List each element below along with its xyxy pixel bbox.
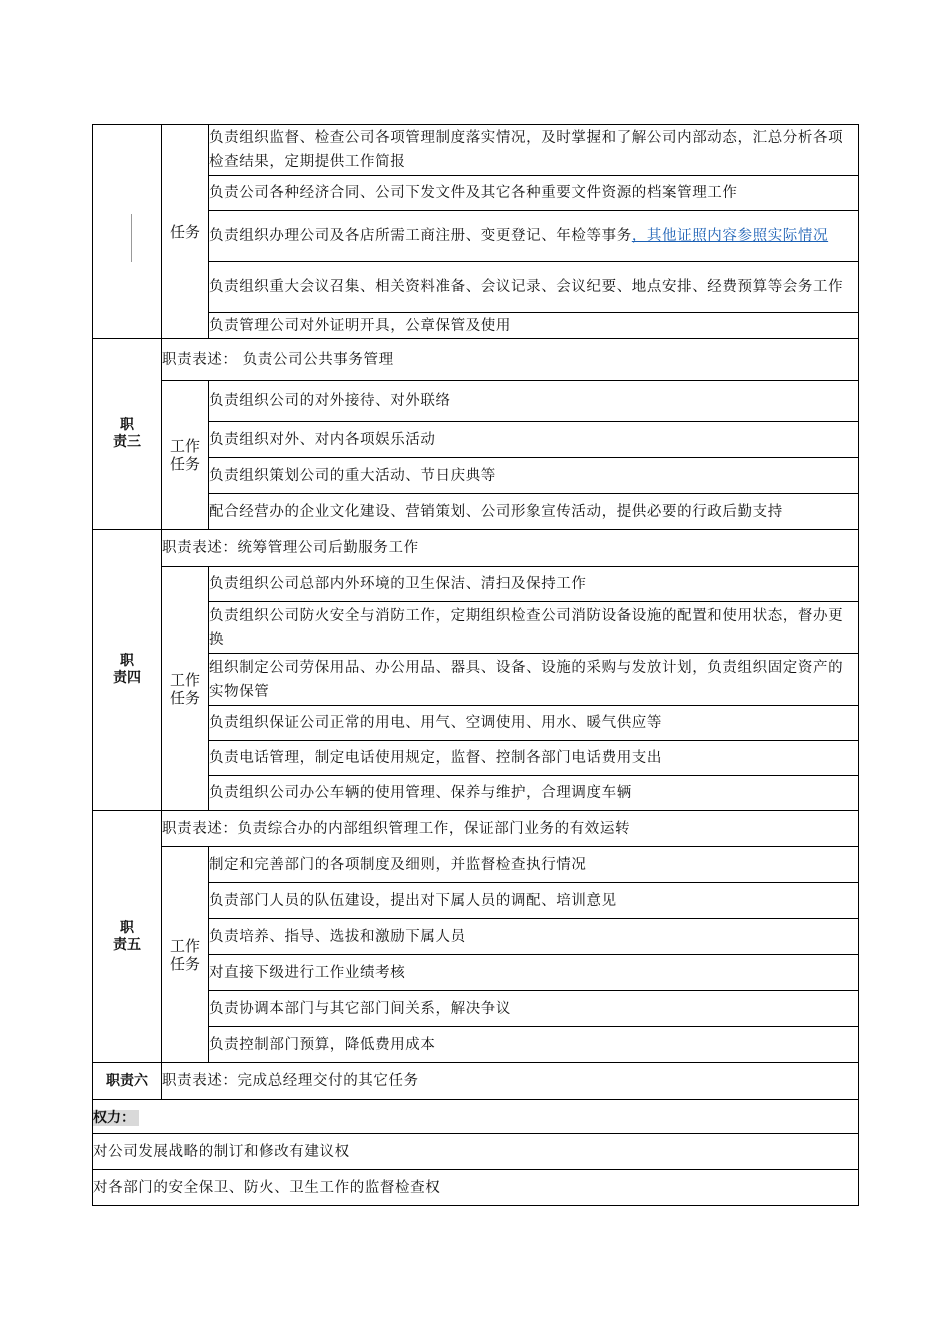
- task-item: 负责组织公司防火安全与消防工作，定期组织检查公司消防设备设施的配置和使用状态，督办更换: [209, 602, 859, 654]
- duty5-task-label: 工作 任务: [162, 847, 209, 1063]
- task-item: 负责管理公司对外证明开具，公章保管及使用: [209, 313, 859, 339]
- task-item: 负责部门人员的队伍建设，提出对下属人员的调配、培训意见: [209, 883, 859, 919]
- task-item: 负责培养、指导、选拔和激励下属人员: [209, 919, 859, 955]
- duty3-head: 职 责三: [93, 339, 162, 530]
- duty3-task-label: 工作 任务: [162, 381, 209, 530]
- task-item: 负责电话管理，制定电话使用规定，监督、控制各部门电话费用支出: [209, 741, 859, 776]
- task-item: 配合经营办的企业文化建设、营销策划、公司形象宣传活动，提供必要的行政后勤支持: [209, 494, 859, 530]
- task-item: 负责组织策划公司的重大活动、节日庆典等: [209, 458, 859, 494]
- duty6-head: 职责六: [93, 1063, 162, 1100]
- duty5-head: 职 责五: [93, 811, 162, 1063]
- duty4-task-label: 工作 任务: [162, 567, 209, 811]
- task-item: 负责协调本部门与其它部门间关系，解决争议: [209, 991, 859, 1027]
- power-item: 对各部门的安全保卫、防火、卫生工作的监督检查权: [93, 1170, 859, 1206]
- task-item: 负责控制部门预算，降低费用成本: [209, 1027, 859, 1063]
- task-item: 负责组织公司总部内外环境的卫生保洁、清扫及保持工作: [209, 567, 859, 602]
- task-item: 负责组织办理公司及各店所需工商注册、变更登记、年检等事务，其他证照内容参照实际情况: [209, 211, 859, 262]
- power-title: 权力：: [93, 1100, 859, 1134]
- task-item: 负责组织公司的对外接待、对外联络: [209, 381, 859, 422]
- duty4-head: 职 责四: [93, 530, 162, 811]
- duty5-description: 职责表述：负责综合办的内部组织管理工作，保证部门业务的有效运转: [162, 811, 859, 847]
- duty3-description: 职责表述： 负责公司公共事务管理: [162, 339, 859, 381]
- task-item: 负责组织监督、检查公司各项管理制度落实情况，及时掌握和了解公司内部动态，汇总分析各项检查结果，定期提供工作简报: [209, 125, 859, 176]
- duty2-label: 任务: [162, 125, 209, 339]
- task-item: 负责组织公司办公车辆的使用管理、保养与维护，合理调度车辆: [209, 776, 859, 811]
- related-link[interactable]: ，其他证照内容参照实际情况: [631, 228, 829, 244]
- task-item: 对直接下级进行工作业绩考核: [209, 955, 859, 991]
- task-item: 负责公司各种经济合同、公司下发文件及其它各种重要文件资源的档案管理工作: [209, 176, 859, 211]
- duty2-head-cell: [93, 125, 162, 339]
- duty-table: [92, 124, 859, 1206]
- duty4-description: 职责表述：统筹管理公司后勤服务工作: [162, 530, 859, 567]
- task-item: 组织制定公司劳保用品、办公用品、器具、设备、设施的采购与发放计划，负责组织固定资产的实物保管: [209, 654, 859, 706]
- duty6-description: 职责表述：完成总经理交付的其它任务: [162, 1063, 859, 1100]
- task-item: 负责组织保证公司正常的用电、用气、空调使用、用水、暖气供应等: [209, 706, 859, 741]
- task-item: 制定和完善部门的各项制度及细则，并监督检查执行情况: [209, 847, 859, 883]
- task-item: 负责组织重大会议召集、相关资料准备、会议记录、会议纪要、地点安排、经费预算等会务工作: [209, 262, 859, 313]
- task-item: 负责组织对外、对内各项娱乐活动: [209, 422, 859, 458]
- power-item: 对公司发展战略的制订和修改有建议权: [93, 1134, 859, 1170]
